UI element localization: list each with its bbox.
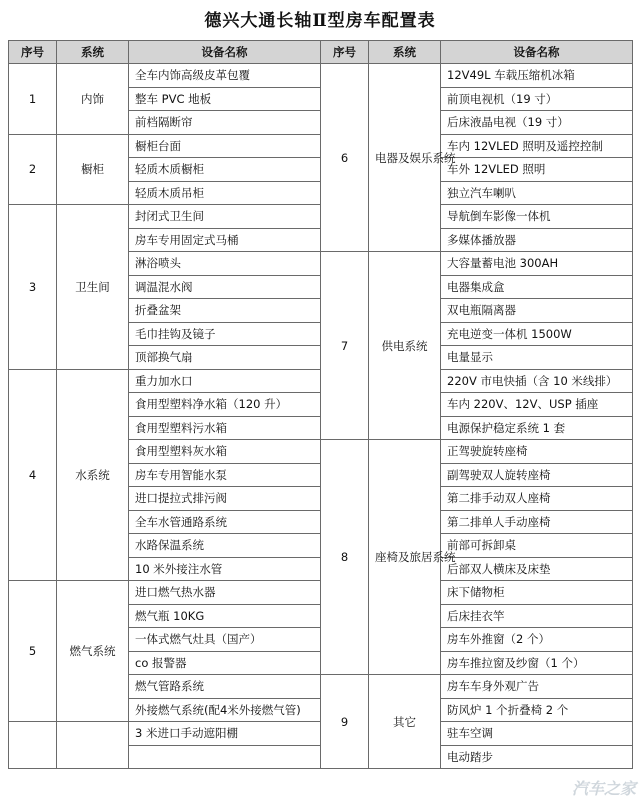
equipment-item: 电动踏步: [441, 745, 633, 769]
equipment-item: 床下储物柜: [441, 581, 633, 605]
equipment-item: 副驾驶双人旋转座椅: [441, 463, 633, 487]
equipment-item: 充电逆变一体机 1500W: [441, 322, 633, 346]
header-row: [9, 41, 633, 64]
equipment-item: 外接燃气系统(配4米外接燃气管): [129, 698, 321, 722]
equipment-item: 前顶电视机（19 寸）: [441, 87, 633, 111]
equipment-item: 后床挂衣竿: [441, 604, 633, 628]
group-no: 9: [321, 675, 369, 769]
equipment-item: 封闭式卫生间: [129, 205, 321, 229]
equipment-item: 重力加水口: [129, 369, 321, 393]
group-system: 电器及娱乐系统: [369, 64, 441, 252]
equipment-item: 导航倒车影像一体机: [441, 205, 633, 229]
group-no: 8: [321, 440, 369, 675]
equipment-item: 折叠盆架: [129, 299, 321, 323]
equipment-item: 车内 220V、12V、USP 插座: [441, 393, 633, 417]
equipment-item: 轻质木质吊柜: [129, 181, 321, 205]
equipment-item: 房车车身外观广告: [441, 675, 633, 699]
equipment-item: 车外 12VLED 照明: [441, 158, 633, 182]
watermark-logo: 汽车之家: [571, 779, 636, 798]
equipment-item: 进口提拉式排污阀: [129, 487, 321, 511]
group-no: 1: [9, 64, 57, 135]
equipment-item: 一体式燃气灶具（国产）: [129, 628, 321, 652]
equipment-item: 毛巾挂钩及镜子: [129, 322, 321, 346]
group-no: 6: [321, 64, 369, 252]
equipment-item: 电源保护稳定系统 1 套: [441, 416, 633, 440]
equipment-item: 3 米进口手动遮阳棚: [129, 722, 321, 746]
page-title: 德兴大通长轴Ⅱ型房车配置表: [204, 11, 436, 31]
header-equipment-left: 设备名称: [129, 41, 321, 64]
equipment-item: 食用型塑料灰水箱: [129, 440, 321, 464]
equipment-item: 电量显示: [441, 346, 633, 370]
equipment-item: co 报警器: [129, 651, 321, 675]
equipment-item: [129, 745, 321, 769]
group-system: 供电系统: [369, 252, 441, 440]
equipment-item: 整车 PVC 地板: [129, 87, 321, 111]
equipment-item: 正驾驶旋转座椅: [441, 440, 633, 464]
equipment-item: 多媒体播放器: [441, 228, 633, 252]
equipment-item: 双电瓶隔离器: [441, 299, 633, 323]
group-system: 橱柜: [57, 134, 129, 205]
equipment-item: 调温混水阀: [129, 275, 321, 299]
header-equipment-right: 设备名称: [441, 41, 633, 64]
group-no: 4: [9, 369, 57, 581]
group-system: 燃气系统: [57, 581, 129, 722]
equipment-item: 食用型塑料污水箱: [129, 416, 321, 440]
equipment-item: 第二排单人手动座椅: [441, 510, 633, 534]
equipment-item: 前档隔断帘: [129, 111, 321, 135]
group-no: 5: [9, 581, 57, 722]
equipment-item: 橱柜台面: [129, 134, 321, 158]
equipment-item: 房车专用智能水泵: [129, 463, 321, 487]
equipment-item: 淋浴喷头: [129, 252, 321, 276]
table-row: [9, 64, 633, 88]
equipment-item: 进口燃气热水器: [129, 581, 321, 605]
equipment-item: 房车推拉窗及纱窗（1 个）: [441, 651, 633, 675]
group-system: 卫生间: [57, 205, 129, 370]
equipment-item: 顶部换气扇: [129, 346, 321, 370]
group-no: 3: [9, 205, 57, 370]
equipment-item: 10 米外接注水管: [129, 557, 321, 581]
group-no: [9, 722, 57, 769]
equipment-item: 大容量蓄电池 300AH: [441, 252, 633, 276]
header-no-right: 序号: [321, 41, 369, 64]
equipment-item: 车内 12VLED 照明及遥控控制: [441, 134, 633, 158]
equipment-item: 食用型塑料净水箱（120 升）: [129, 393, 321, 417]
group-system: 座椅及旅居系统: [369, 440, 441, 675]
group-system: 其它: [369, 675, 441, 769]
equipment-item: 驻车空调: [441, 722, 633, 746]
equipment-item: 后部双人横床及床垫: [441, 557, 633, 581]
equipment-item: 燃气管路系统: [129, 675, 321, 699]
equipment-item: 12V49L 车载压缩机冰箱: [441, 64, 633, 88]
equipment-item: 房车外推窗（2 个）: [441, 628, 633, 652]
header-system-left: 系统: [57, 41, 129, 64]
equipment-item: 220V 市电快插（含 10 米线排）: [441, 369, 633, 393]
equipment-item: 全车水管通路系统: [129, 510, 321, 534]
equipment-item: 燃气瓶 10KG: [129, 604, 321, 628]
config-table: [8, 40, 633, 769]
header-system-right: 系统: [369, 41, 441, 64]
group-system: [57, 722, 129, 769]
group-system: 水系统: [57, 369, 129, 581]
equipment-item: 轻质木质橱柜: [129, 158, 321, 182]
group-system: 内饰: [57, 64, 129, 135]
header-no-left: 序号: [9, 41, 57, 64]
equipment-item: 全车内饰高级皮革包覆: [129, 64, 321, 88]
equipment-item: 水路保温系统: [129, 534, 321, 558]
equipment-item: 第二排手动双人座椅: [441, 487, 633, 511]
equipment-item: 后床液晶电视（19 寸）: [441, 111, 633, 135]
equipment-item: 前部可拆卸桌: [441, 534, 633, 558]
equipment-item: 房车专用固定式马桶: [129, 228, 321, 252]
equipment-item: 独立汽车喇叭: [441, 181, 633, 205]
group-no: 2: [9, 134, 57, 205]
equipment-item: 防风炉 1 个折叠椅 2 个: [441, 698, 633, 722]
equipment-item: 电器集成盒: [441, 275, 633, 299]
group-no: 7: [321, 252, 369, 440]
